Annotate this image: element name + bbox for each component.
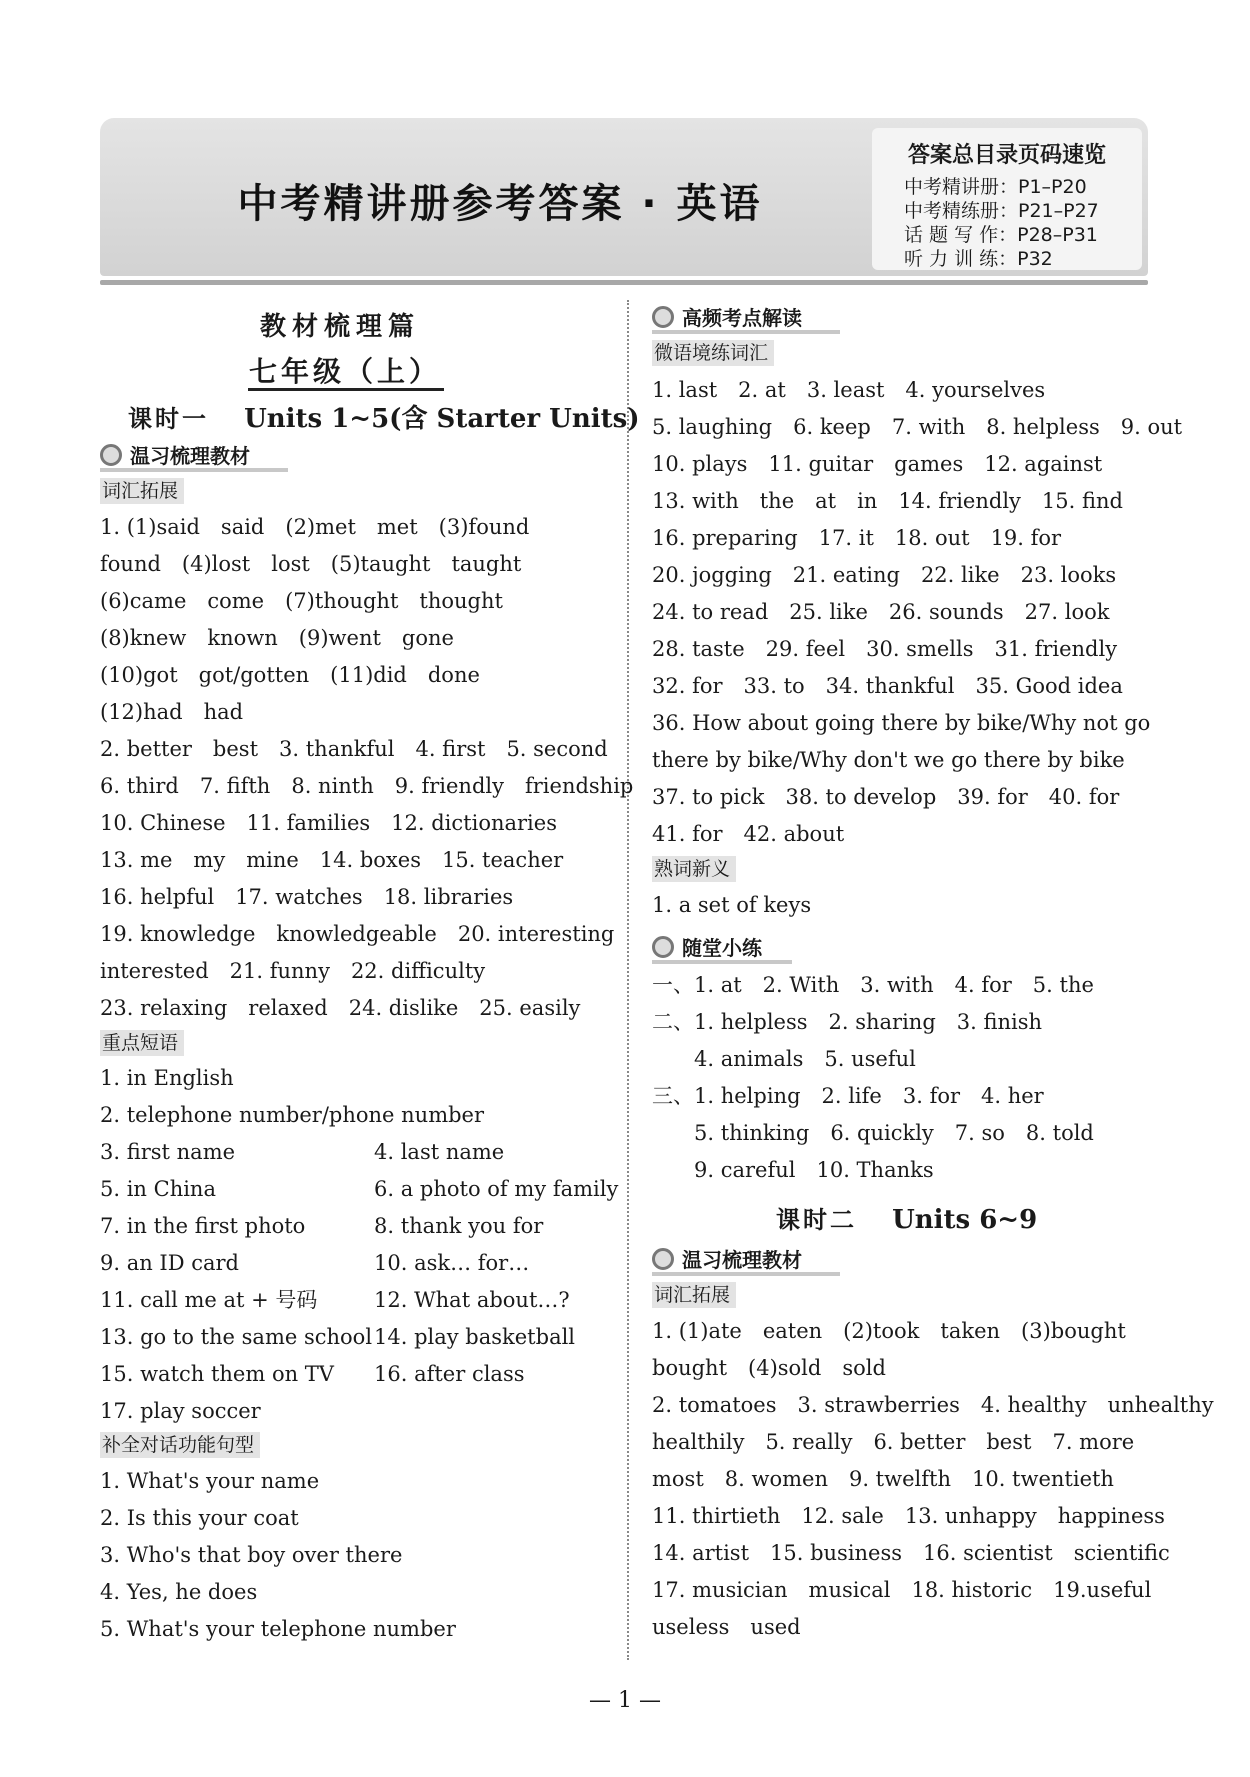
lesson-1-units: Units 1~5(含 Starter Units) <box>244 404 640 434</box>
section-review-2-label: 温习梳理教材 <box>682 1248 802 1272</box>
phrase-line: 11. call me at + 号码 <box>100 1288 318 1312</box>
phrase-line: 9. an ID card <box>100 1251 240 1275</box>
section-high-frequency <box>652 302 840 332</box>
phrase-line: 4. last name <box>374 1140 505 1164</box>
answer-line: 28. taste 29. feel 30. smells 31. friendly <box>652 637 1118 661</box>
answer-line: bought (4)sold sold <box>652 1356 886 1380</box>
circle-bullet-icon <box>652 306 674 328</box>
answer-line: 1. last 2. at 3. least 4. yourselves <box>652 378 1046 402</box>
circle-bullet-icon <box>652 1248 674 1270</box>
section-review <box>100 440 288 470</box>
page-number: — 1 — <box>589 1688 661 1713</box>
answer-line: 13. me my mine 14. boxes 15. teacher <box>100 848 564 872</box>
phrase-line: 12. What about…? <box>374 1288 570 1312</box>
directory-line: 中考精讲册：P1–P20 <box>904 176 1087 198</box>
answer-line: (8)knew known (9)went gone <box>100 626 454 650</box>
practice-line: 9. careful 10. Thanks <box>652 1158 934 1182</box>
practice-line: 5. thinking 6. quickly 7. so 8. told <box>652 1121 1094 1145</box>
left-column <box>100 300 640 1660</box>
subsection-vocab: 词汇拓展 <box>100 478 184 504</box>
answer-line: 1. a set of keys <box>652 893 812 917</box>
phrase-line: 7. in the first photo <box>100 1214 306 1238</box>
answer-line: 19. knowledge knowledgeable 20. interesting <box>100 922 615 946</box>
subsection-vocab-2: 词汇拓展 <box>652 1282 736 1308</box>
answer-line: there by bike/Why don't we go there by bike <box>652 748 1125 772</box>
directory-line: 听 力 训 练：P32 <box>904 248 1053 270</box>
section-underline <box>100 468 288 472</box>
answer-line: 20. jogging 21. eating 22. like 23. looks <box>652 563 1117 587</box>
answer-line: 37. to pick 38. to develop 39. for 40. for <box>652 785 1120 809</box>
page-title: 中考精讲册参考答案 · 英语 <box>237 181 763 227</box>
section-practice <box>652 932 792 962</box>
circle-bullet-icon <box>652 936 674 958</box>
dialog-line: 5. What's your telephone number <box>100 1617 456 1641</box>
section-high-label: 高频考点解读 <box>682 306 802 330</box>
directory-line: 话 题 写 作：P28–P31 <box>904 224 1098 246</box>
answer-line: 10. plays 11. guitar games 12. against <box>652 452 1103 476</box>
dialog-line: 2. Is this your coat <box>100 1506 299 1530</box>
practice-line: 二、1. helpless 2. sharing 3. finish <box>652 1010 1043 1034</box>
lesson-2-label: 课时二 <box>776 1206 857 1234</box>
subsection-new-meaning: 熟词新义 <box>652 856 736 882</box>
answer-line: 13. with the at in 14. friendly 15. find <box>652 489 1123 513</box>
lesson-2-heading <box>776 1200 1037 1235</box>
answer-line: 36. How about going there by bike/Why not go <box>652 711 1151 735</box>
practice-line: 一、1. at 2. With 3. with 4. for 5. the <box>652 973 1094 997</box>
answer-line: 23. relaxing relaxed 24. dislike 25. easily <box>100 996 581 1020</box>
section-underline <box>652 960 792 964</box>
answer-directory <box>872 128 1142 270</box>
header-rule <box>100 280 1148 285</box>
practice-line: 4. animals 5. useful <box>652 1047 916 1071</box>
answer-line: 41. for 42. about <box>652 822 845 846</box>
answer-line: 32. for 33. to 34. thankful 35. Good idea <box>652 674 1123 698</box>
section-practice-label: 随堂小练 <box>682 936 762 960</box>
answer-line: 14. artist 15. business 16. scientist scientific <box>652 1541 1170 1565</box>
answer-line: found (4)lost lost (5)taught taught <box>100 552 522 576</box>
lesson-1-heading <box>128 398 640 435</box>
answer-line: 1. (1)ate eaten (2)took taken (3)bought <box>652 1319 1126 1343</box>
answer-line: healthily 5. really 6. better best 7. more <box>652 1430 1135 1454</box>
phrase-line: 13. go to the same school <box>100 1325 373 1349</box>
answer-line: 17. musician musical 18. historic 19.useful <box>652 1578 1152 1602</box>
directory-line: 中考精练册：P21–P27 <box>904 200 1099 222</box>
answer-line: (6)came come (7)thought thought <box>100 589 503 613</box>
answer-line: interested 21. funny 22. difficulty <box>100 959 486 983</box>
answer-line: 2. better best 3. thankful 4. first 5. second <box>100 737 608 761</box>
answer-line: 6. third 7. fifth 8. ninth 9. friendly friendship <box>100 774 634 798</box>
answer-line: 1. (1)said said (2)met met (3)found <box>100 515 530 539</box>
phrase-line: 16. after class <box>374 1362 525 1386</box>
phrase-line: 2. telephone number/phone number <box>100 1103 485 1127</box>
phrase-line: 14. play basketball <box>374 1325 576 1349</box>
answer-line: most 8. women 9. twelfth 10. twentieth <box>652 1467 1114 1491</box>
dialog-line: 4. Yes, he does <box>100 1580 258 1604</box>
subsection-micro-context: 微语境练词汇 <box>652 340 774 366</box>
section-heading: 教材梳理篇 <box>260 312 421 342</box>
right-column <box>652 300 1214 1660</box>
phrase-line: 15. watch them on TV <box>100 1362 334 1386</box>
phrase-line: 8. thank you for <box>374 1214 544 1238</box>
answer-line: (10)got got/gotten (11)did done <box>100 663 480 687</box>
section-underline <box>652 330 840 334</box>
dialog-line: 1. What's your name <box>100 1469 320 1493</box>
answer-line: 11. thirtieth 12. sale 13. unhappy happiness <box>652 1504 1165 1528</box>
answer-line: 16. preparing 17. it 18. out 19. for <box>652 526 1062 550</box>
directory-title: 答案总目录页码速览 <box>907 143 1106 168</box>
answer-line: useless used <box>652 1615 801 1639</box>
section-review-label: 温习梳理教材 <box>130 444 250 468</box>
grade-underline <box>248 388 444 391</box>
section-review-2 <box>652 1244 840 1274</box>
answer-line: 24. to read 25. like 26. sounds 27. look <box>652 600 1110 624</box>
phrase-line: 10. ask… for… <box>374 1251 530 1275</box>
answer-line: 16. helpful 17. watches 18. libraries <box>100 885 514 909</box>
lesson-2-units: Units 6~9 <box>892 1205 1038 1235</box>
answer-line: 5. laughing 6. keep 7. with 8. helpless 9. out <box>652 415 1183 439</box>
subsection-phrases: 重点短语 <box>100 1030 184 1056</box>
lesson-1-label: 课时一 <box>128 405 209 433</box>
column-divider <box>627 300 629 1660</box>
dialog-line: 3. Who's that boy over there <box>100 1543 403 1567</box>
subsection-dialog: 补全对话功能句型 <box>100 1432 260 1458</box>
circle-bullet-icon <box>100 444 122 466</box>
phrase-line: 17. play soccer <box>100 1399 261 1423</box>
answer-line: 10. Chinese 11. families 12. dictionaries <box>100 811 557 835</box>
phrase-line: 1. in English <box>100 1066 234 1090</box>
section-underline <box>652 1272 840 1276</box>
phrase-line: 3. first name <box>100 1140 236 1164</box>
phrase-line: 5. in China <box>100 1177 216 1201</box>
answer-line: (12)had had <box>100 700 244 724</box>
grade-heading: 七年级（上） <box>248 355 441 388</box>
answer-line: 2. tomatoes 3. strawberries 4. healthy unhealthy <box>652 1393 1214 1417</box>
practice-line: 三、1. helping 2. life 3. for 4. her <box>652 1084 1044 1108</box>
phrase-line: 6. a photo of my family <box>374 1177 619 1201</box>
